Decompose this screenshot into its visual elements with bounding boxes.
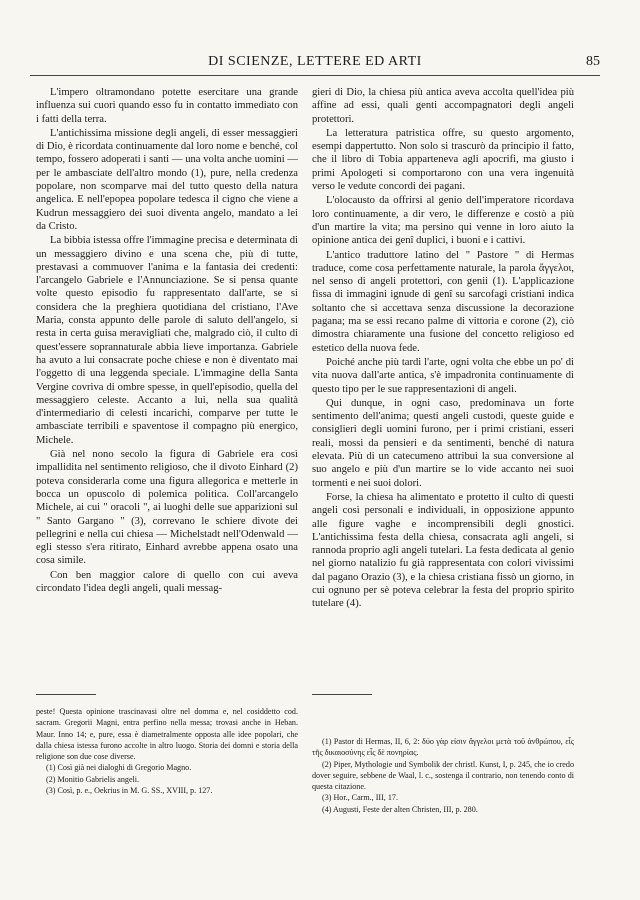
footnote: (1) Pastor di Hermas, II, 6, 2: δύο γὰρ εἰσιν ἄγγελοι μετὰ τοῦ ἀνθρώπου, εἷς τῆς δικαιοσύνης εἷς δὲ πονηρίας.	[312, 737, 574, 758]
header-rule	[30, 75, 600, 76]
paragraph: L'olocausto da offrirsi al genio dell'imperatore ricordava loro continuamente, a dir vero, le differenze e costò a più d'un martire la vita; ma persino qui venne in loro aiuto la opinione antica dei genî duplici, i buoni e i cattivi.	[312, 195, 574, 247]
paragraph: gieri di Dio, la chiesa più antica aveva accolta quell'idea più affine ad essi, quali genti accompagnatori degli angeli protettori.	[312, 87, 574, 125]
left-column	[36, 86, 298, 595]
page-number: 85	[586, 54, 600, 69]
footnote: (4) Augusti, Feste der alten Christen, III, p. 280.	[322, 804, 478, 814]
footnote: (1) Così già nei dialoghi di Gregorio Magno.	[46, 763, 192, 773]
right-footnotes	[312, 736, 574, 815]
footnote: (3) Hor., Carm., III, 17.	[322, 793, 398, 803]
paragraph: Qui dunque, in ogni caso, predominava un forte sentimento dell'anima; questi angeli custodi, queste guide e consiglieri degli uomini furono, per i primi cristiani, esseri reali, mossi da pensieri e da sentimenti, benché di natura elevata. Più di un catecumeno attribuì la sua conversione al suo angelo e più d'un martire se lo vide accanto nei suoi tormenti e nei suoi dolori.	[312, 397, 574, 489]
running-title: DI SCIENZE, LETTERE ED ARTI	[208, 54, 422, 69]
paragraph: L'impero oltramondano potette esercitare una grande influenza sui cuori quando esso fu in contatto immediato con i fatti della terra.	[36, 87, 298, 125]
paragraph: Già nel nono secolo la figura di Gabriele era così impallidita nel sentimento religioso, che il divoto Einhard (2) poteva considerarla come una figura allegorica e metterle in bocca un opuscolo di polemica politica. Coll'arcangelo Michele, ai cui " oracoli ", ai luoghi delle sue apparizioni sul " Santo Gargano " (3), correvano le schiere divote dei pellegrini e nella cui chiesa — Michelstadt nell'Odenwald — egli stesso s'era ritirato, Einhard avrebbe appena osato una cosa simile.	[36, 449, 298, 567]
paragraph: Con ben maggior calore di quello con cui aveva circondato l'idea degli angeli, quali messag-	[36, 569, 298, 594]
paragraph: Forse, la chiesa ha alimentato e protetto il culto di questi angeli così personali e individuali, in opposizione appunto alle figure vaghe e incomprensibili degli gnostici. L'antichissima festa della chiesa, consacrata agli angeli, si rannoda proprio agli angeli tutelari. La festa dedicata al genio nel giorno natalizio fu già rappresentata con colori vivissimi dal pagano Orazio (3), e la chiesa cristiana fissò un giorno, in cui ognuno per sè poteva celebrar la festa del proprio spirito tutelare (4).	[312, 491, 574, 610]
paragraph: L'antico traduttore latino del " Pastore " di Hermas traduce, come cosa perfettamente naturale, la parola ἄγγελοι, nel senso di angeli protettori, con genii (1). L'applicazione fissa di immagini ignude di genî su sarcofagi cristiani indica soltanto che si accettava senza discussione la decorazione pagana; ma se essi recano palme di vittoria e corone (2), ciò dimostra chiaramente una fusione del concetto religioso ed estetico della nuova fede.	[312, 249, 574, 354]
footnote: (2) Monitio Gabrielis angeli.	[46, 774, 140, 784]
running-header	[30, 54, 600, 72]
footnote: (2) Piper, Mythologie und Symbolik der christl. Kunst, I, p. 245, che io credo dover seguire, sebbene de Waal, l. c., sostenga il contrario, non tenendo conto di questa citazione.	[312, 759, 574, 792]
paragraph: L'antichissima missione degli angeli, di esser messaggieri di Dio, è ricordata continuamente dal loro nome e benché, col tempo, fossero adoperati i santi — una volta anche uomini — per le ambasciate dell'altro mondo (1), pure, nella credenza popolare, non scomparve mai del tutto questo della natura angelica. E nell'epopea popolare tedesca il cigno che viene a Kudrun messaggiero dei suoi diventa angelo, mandato a lei da Cristo.	[36, 127, 298, 232]
footnote: (3) Così, p. e., Oekrius in M. G. SS., XVIII, p. 127.	[46, 786, 213, 796]
right-column	[312, 86, 574, 611]
footnote: peste! Questa opinione trascinavasi oltre nel domma e, nel cosiddetto cod. sacram. Gregorii Magni, entra perfino nella messa; trovasi anche in Heban. Maur. Inno 14; e, pure, essa è diametralmente opposta alle idee popolari, che dalla chiesa istessa furono accolte in altro luogo. Storia dei domni e storia della religione son due cose diverse.	[36, 707, 298, 762]
paragraph: La letteratura patristica offre, su questo argomento, esempi dappertutto. Non solo si trascurò da principio il fatto, che il libro di Tobia apparteneva agli apocrifi, ma giusto i primi Apologeti si comportarono con una vera ingenuità verso le vedute concordi dei pagani.	[312, 127, 574, 193]
footnote-rule	[36, 694, 96, 695]
paragraph: Poiché anche più tardi l'arte, ogni volta che ebbe un po' di vita nuova dall'arte antica, s'è impadronita continuamente di questo tipo per le sue rappresentazioni di angeli.	[312, 356, 574, 395]
paragraph: La bibbia istessa offre l'immagine precisa e determinata di un messaggiero divino e una scena che, più di tutte, prestavasi a commuover l'anima e la fantasia dei credenti: l'arcangelo Gabriele e l'Annunciazione. Se si pensa quante volte questo episodio fu rappresentato dall'arte, se si considera che la preghiera quotidiana del cristiano, l'Ave Maria, consta appunto delle parole di saluto dell'angelo, si resta in certa guisa meravigliati che, malgrado ciò, il culto di quest'essere soprannaturale abbia lieve importanza. Gabriele ha avuto a lui consacrate poche chiese e non è diventato mai l'oggetto di una leggenda speciale. L'immagine della Santa Vergine covriva di ombre spesse, in quell'episodio, quella del messaggiero celeste. Accanto a lui, nella sua qualità d'intermediario di celesti incarichi, comparve per tutte le ambasciate terribili e spaventose il compagno più energico, Michele.	[36, 235, 298, 446]
left-footnotes	[36, 706, 298, 796]
footnote-rule	[312, 694, 372, 695]
